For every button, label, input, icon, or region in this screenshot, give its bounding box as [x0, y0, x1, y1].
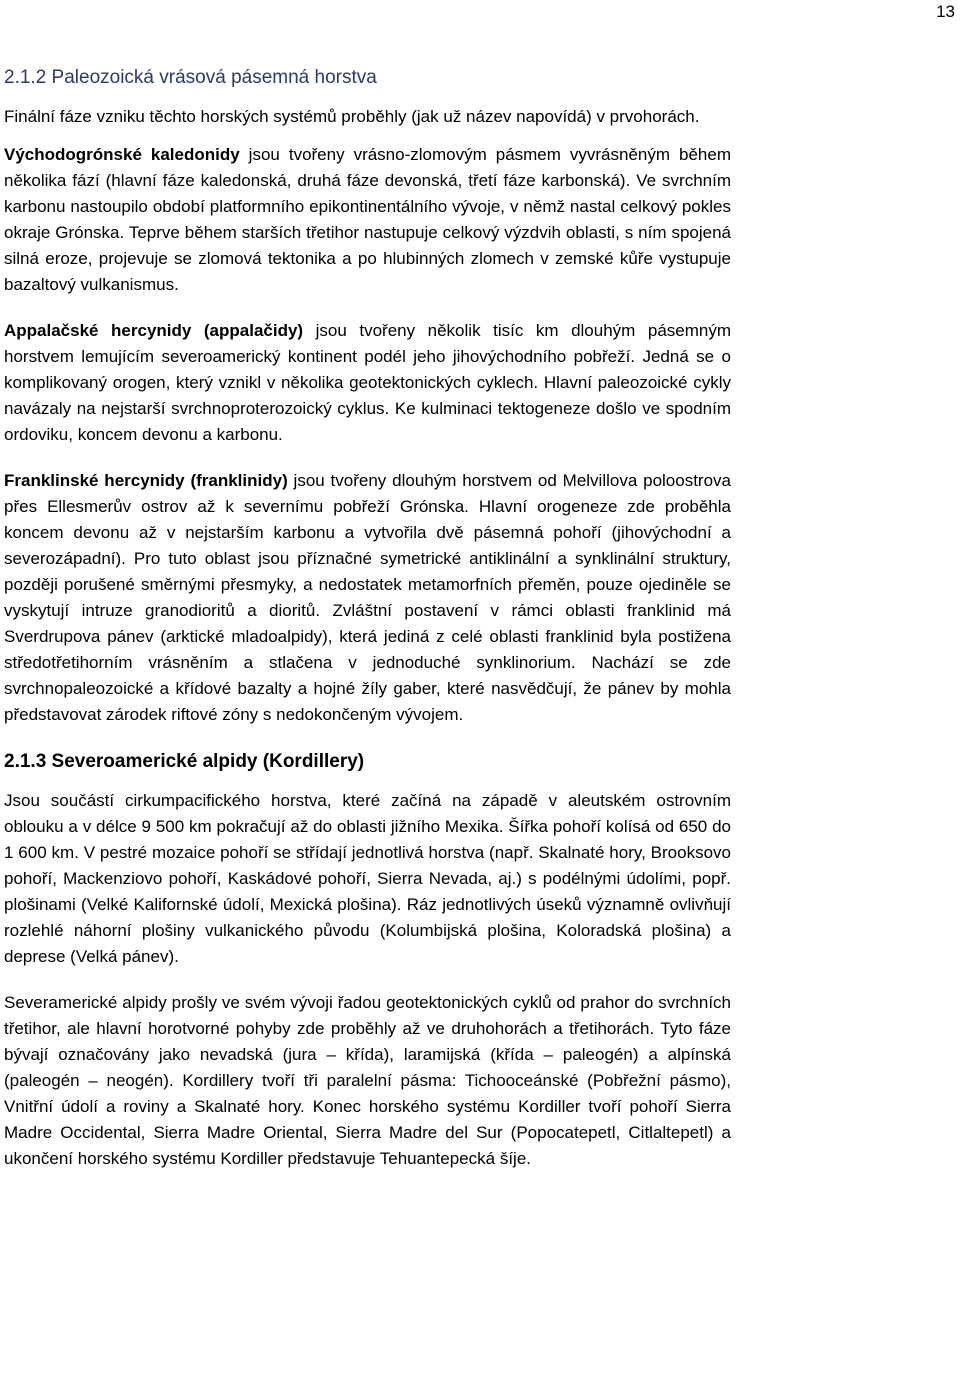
- paragraph-franklinidy: [4, 468, 731, 728]
- term-appalacidy: Appalačské hercynidy (appalačidy): [4, 321, 304, 340]
- paragraph-appalacidy: [4, 318, 731, 448]
- paragraph-intro: Finální fáze vzniku těchto horských systémů proběhly (jak už název napovídá) v prvohorách.: [4, 107, 700, 126]
- paragraph-appalacidy-text: jsou tvořeny několik tisíc km dlouhým pásemným horstvem lemujícím severoamerický kontinent podél jeho jihovýchodního pobřeží. Jedná se o komplikovaný orogen, který vznikl v několika geotektonických cyklech. Hlavní paleozoické cykly navázaly na nejstarší svrchnoproterozoický cyklus. Ke kulminaci tektogeneze došlo ve spodním ordoviku, koncem devonu a karbonu.: [4, 321, 732, 444]
- section-2-1-3: [4, 748, 731, 1172]
- term-franklinidy: Franklinské hercynidy (franklinidy): [4, 471, 288, 490]
- paragraph-franklinidy-text: jsou tvořeny dlouhým horstvem od Melvillova poloostrova přes Ellesmerův ostrov až k severnímu pobřeží Grónska. Hlavní orogeneze zde proběhla koncem devonu až v nejstarším karbonu a vytvořila dvě pásemná pohoří (jihovýchodní a severozápadní). Pro tuto oblast jsou příznačné symetrické antiklinální a synklinální struktury, později porušené směrnými přesmyky, a nedostatek metamorfních přeměn, pouze ojediněle se vyskytují intruze granodioritů a dioritů. Zvláštní postavení v rámci oblasti franklinid má Sverdrupova pánev (arktické mladoalpidy), která jediná z celé oblasti franklinid byla postižena středotřetihorním vrásněním a stlačena v jednoduché synklinorium. Nachází se zde svrchnopaleozoické a křídové bazalty a hojné žíly gaber, které nasvědčují, že pánev by mohla představovat zárodek riftové zóny s nedokončeným vývojem.: [4, 471, 732, 724]
- term-kaledonidy: Východogrónské kaledonidy: [4, 145, 240, 164]
- document-body: [4, 64, 731, 1172]
- section-heading-2-1-2: 2.1.2 Paleozoická vrásová pásemná horstva: [4, 67, 377, 88]
- paragraph-kaledonidy: [4, 142, 731, 298]
- section-heading-2-1-3: 2.1.3 Severoamerické alpidy (Kordillery): [4, 751, 365, 772]
- section-2-1-2: [4, 64, 731, 728]
- paragraph-kordillery-intro: Jsou součástí cirkumpacifického horstva, které začíná na západě v aleutském ostrovním oblouku a v délce 9 500 km pokračují až do oblasti jižního Mexika. Šířka pohoří kolísá od 650 do 1 600 km. V pestré mozaice pohoří se střídají jednotlivá horstva (např. Skalnaté hory, Brooksovo pohoří, Mackenziovo pohoří, Kaskádové pohoří, Sierra Nevada, aj.) s podélnými údolími, popř. plošinami (Velké Kalifornské údolí, Mexická plošina). Ráz jednotlivých úseků významně ovlivňují rozlehlé náhorní plošiny vulkanického původu (Kolumbijská plošina, Koloradská plošina) a deprese (Velká pánev).: [4, 791, 731, 966]
- paragraph-kaledonidy-text: jsou tvořeny vrásno-zlomovým pásmem vyvrásněným během několika fází (hlavní fáze kaledonská, druhá fáze devonská, třetí fáze karbonská). Ve svrchním karbonu nastoupilo období platformního epikontinentálního vývoje, v němž nastal celkový pokles okraje Grónska. Teprve během starších třetihor nastupuje celkový výzdvih oblasti, s ním spojená silná eroze, projevuje se zlomová tektonika a po hlubinných zlomech v zemské kůře vystupuje bazaltový vulkanismus.: [4, 145, 731, 294]
- page-number: 13: [936, 2, 955, 21]
- paragraph-kordillery-vyvoj: Severamerické alpidy prošly ve svém vývoji řadou geotektonických cyklů od prahor do svrchních třetihor, ale hlavní horotvorné pohyby zde proběhly až ve druhohorách a třetihorách. Tyto fáze bývají označovány jako nevadská (jura – křída), laramijská (křída – paleogén) a alpínská (paleogén – neogén). Kordillery tvoří tři paralelní pásma: Tichooceánské (Pobřežní pásmo), Vnitřní údolí a roviny a Skalnaté hory. Konec horského systému Kordiller tvoří pohoří Sierra Madre Occidental, Sierra Madre Oriental, Sierra Madre del Sur (Popocatepetl, Citlaltepetl) a ukončení horského systému Kordiller představuje Tehuantepecká šíje.: [4, 993, 731, 1168]
